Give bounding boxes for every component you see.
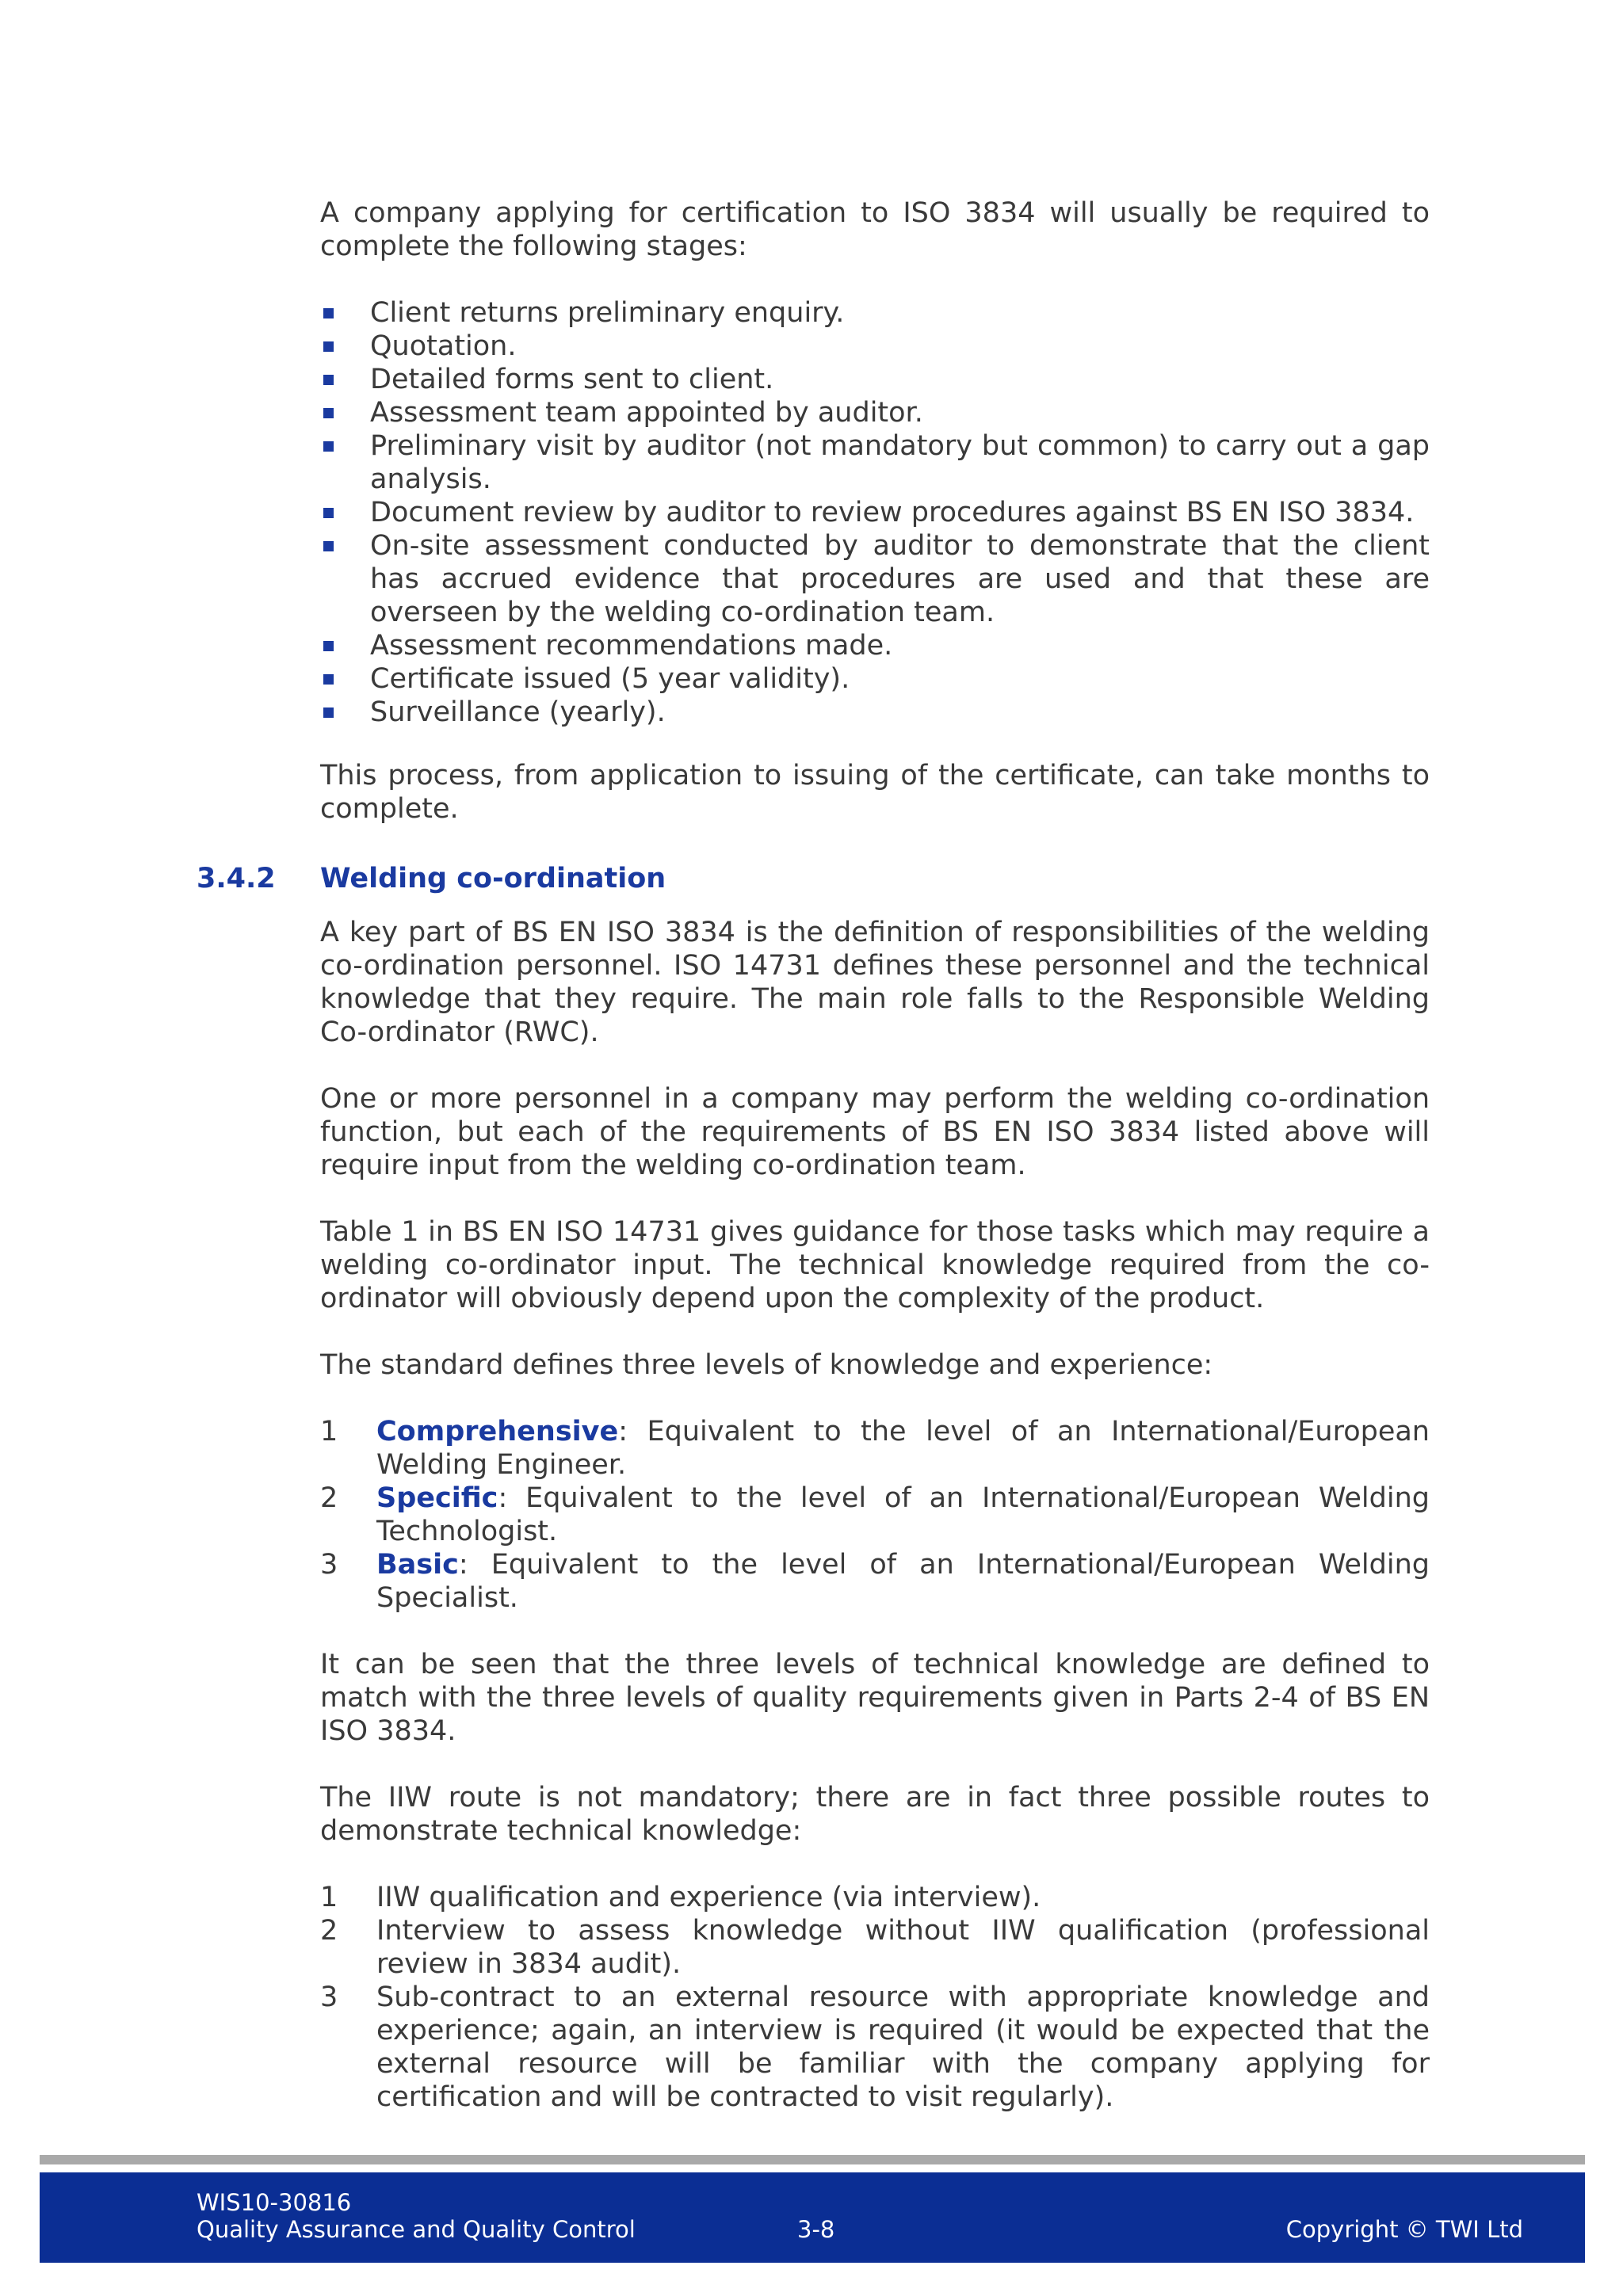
list-item: 3 Sub-contract to an external resource with appropriate knowledge and experience; again, an interview is required (it would be expected that the external resource will be familiar with the company applying for certification and will be contracted to visit regularly). <box>320 1981 1430 2113</box>
bullet-square-icon <box>323 674 334 685</box>
routes-list <box>320 1881 1430 2114</box>
section-number: 3.4.2 <box>197 863 276 894</box>
list-item: 1 Comprehensive: Equivalent to the level of an International/European Welding Engineer. <box>320 1416 1430 1481</box>
paragraph-coordination-function: One or more personnel in a company may perform the welding co-ordination function, but each of the requirements of BS EN ISO 3834 listed above will require input from the welding co-ordination team. <box>320 1083 1430 1181</box>
level-term: Specific <box>376 1482 498 1514</box>
paragraph-rwc: A key part of BS EN ISO 3834 is the definition of responsibilities of the welding co-ordination personnel. ISO 14731 defines these personnel and the technical knowledge that they require. The main role falls to the Responsible Welding Co-ordinator (RWC). <box>320 917 1430 1048</box>
bullet-square-icon <box>323 707 334 718</box>
list-item: Client returns preliminary enquiry. <box>320 296 1430 330</box>
stages-list <box>320 296 1430 729</box>
bullet-square-icon <box>323 508 334 518</box>
footer-doc-code: WIS10-30816 <box>197 2189 352 2216</box>
intro-paragraph: A company applying for certification to ISO 3834 will usually be required to complete the following stages: <box>320 197 1430 262</box>
bullet-square-icon <box>323 541 334 551</box>
footer-copyright: Copyright © TWI Ltd <box>1285 2216 1523 2243</box>
list-item: 2 Interview to assess knowledge without IIW qualification (professional review in 3834 audit). <box>320 1915 1430 1980</box>
page-footer <box>40 2172 1585 2263</box>
levels-list <box>320 1415 1430 1615</box>
list-item: Assessment team appointed by auditor. <box>320 396 1430 429</box>
list-item: Quotation. <box>320 330 1430 363</box>
paragraph-quality-levels: It can be seen that the three levels of technical knowledge are defined to match with the three levels of quality requirements given in Parts 2-4 of BS EN ISO 3834. <box>320 1649 1430 1747</box>
list-item: 1 IIW qualification and experience (via interview). <box>320 1882 1041 1913</box>
section-title: Welding co-ordination <box>320 863 666 894</box>
bullet-square-icon <box>323 375 334 385</box>
level-term: Basic <box>376 1549 459 1581</box>
level-term: Comprehensive <box>376 1416 619 1447</box>
list-item: 3 Basic: Equivalent to the level of an International/European Welding Specialist. <box>320 1549 1430 1614</box>
bullet-square-icon <box>323 641 334 651</box>
list-item: Surveillance (yearly). <box>320 696 1430 729</box>
list-item: Preliminary visit by auditor (not mandatory but common) to carry out a gap analysis. <box>320 429 1430 496</box>
list-item: Certificate issued (5 year validity). <box>320 662 1430 696</box>
bullet-square-icon <box>323 341 334 352</box>
bullet-square-icon <box>323 308 334 318</box>
bullet-square-icon <box>323 408 334 418</box>
footer-page-number: 3-8 <box>797 2216 835 2243</box>
list-item: Document review by auditor to review procedures against BS EN ISO 3834. <box>320 496 1430 529</box>
list-item: Detailed forms sent to client. <box>320 363 1430 396</box>
paragraph-iiw-route: The IIW route is not mandatory; there are in fact three possible routes to demonstrate technical knowledge: <box>320 1782 1430 1847</box>
footer-divider <box>40 2155 1585 2164</box>
process-note-paragraph: This process, from application to issuing of the certificate, can take months to complete. <box>320 760 1430 825</box>
list-item: Assessment recommendations made. <box>320 629 1430 662</box>
list-item: 2 Specific: Equivalent to the level of an International/European Welding Technologist. <box>320 1482 1430 1547</box>
paragraph-levels-intro: The standard defines three levels of knowledge and experience: <box>320 1349 1213 1381</box>
bullet-square-icon <box>323 441 334 452</box>
paragraph-table-guidance: Table 1 in BS EN ISO 14731 gives guidance for those tasks which may require a welding co-ordinator input. The technical knowledge required from the co-ordinator will obviously depend upon the complexity of the product. <box>320 1216 1430 1314</box>
footer-course-title: Quality Assurance and Quality Control <box>197 2216 636 2243</box>
list-item: On-site assessment conducted by auditor to demonstrate that the client has accrued evidence that procedures are used and that these are overseen by the welding co-ordination team. <box>320 529 1430 629</box>
